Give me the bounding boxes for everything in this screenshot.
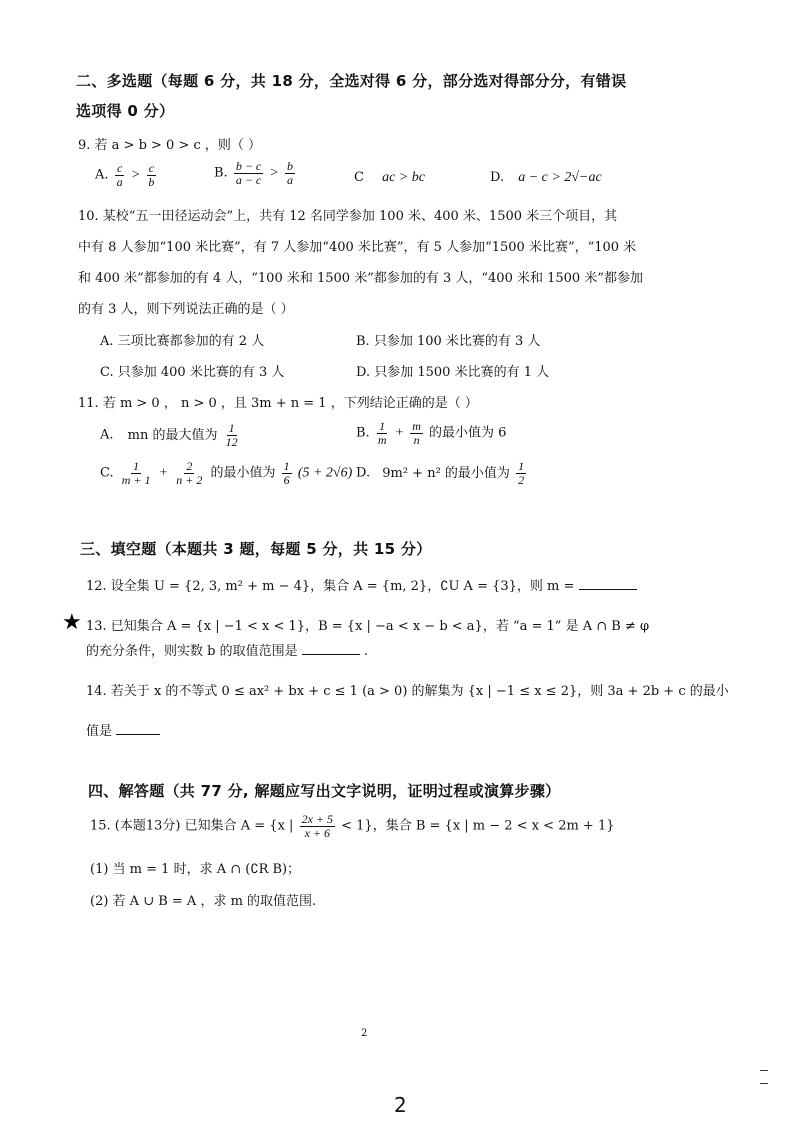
question-11-option-a: A. mn 的最大值为 $\frac{1}{12}$	[100, 421, 238, 449]
question-10-line4: 的有 3 人，则下列说法正确的是（ ）	[78, 302, 294, 317]
option-label: C.	[100, 465, 114, 481]
question-9-option-a: A. $\frac{c}{a}$ > $\frac{c}{b}$	[95, 161, 155, 189]
option-label: B.	[214, 165, 228, 181]
fraction: $\frac{1}{m + 1}$	[121, 459, 151, 487]
fraction: $\frac{b}{a}$	[287, 159, 293, 187]
fraction: $\frac{c}{b}$	[148, 161, 155, 189]
option-label: D.	[356, 465, 371, 481]
fraction: $\frac{c}{a}$	[116, 161, 123, 189]
option-label: B.	[356, 425, 370, 441]
question-10-option-a: A. 三项比赛都参加的有 2 人	[100, 334, 265, 349]
option-text: a − c > 2√−ac	[518, 170, 602, 185]
question-9-option-d	[490, 170, 602, 186]
question-11-option-b: B. $\frac{1}{m}$ + $\frac{m}{n}$ 的最小值为 6	[356, 419, 507, 447]
page-number: 2	[394, 1093, 407, 1117]
question-9-option-c	[354, 170, 425, 186]
fraction: $\frac{b - c}{a - c}$	[235, 159, 262, 187]
question-15-stem: 15. (本题13分) 已知集合 A = {x | $\frac{2x + 5}{x + 6}$ < 1}，集合 B = {x | m − 2 < x < 2m + 1}	[90, 812, 615, 840]
question-14-line1: 14. 若关于 x 的不等式 0 ≤ ax² + bx + c ≤ 1 (a > 0) 的解集为 {x | −1 ≤ x ≤ 2}，则 3a + 2b + c 的最小	[86, 684, 729, 699]
option-label: A.	[95, 167, 109, 183]
answer-blank[interactable]	[302, 642, 360, 655]
section-2-title-line2: 选项得 0 分）	[76, 102, 175, 120]
question-15-part1: (1) 当 m = 1 时，求 A ∩ (∁R B)；	[90, 862, 301, 877]
option-label: D.	[490, 170, 505, 185]
fraction: $\frac{1}{6}$	[283, 459, 290, 487]
fraction: $\frac{1}{2}$	[518, 459, 525, 487]
section-2-title-line1: 二、多选题（每题 6 分，共 18 分，全选对得 6 分，部分选对得部分分，有错误	[76, 72, 627, 90]
question-11-option-d: D. 9m² + n² 的最小值为 $\frac{1}{2}$	[356, 459, 525, 487]
question-14-line2: 值是	[86, 720, 160, 739]
section-3-title: 三、填空题（本题共 3 题，每题 5 分，共 15 分）	[80, 540, 432, 558]
question-10-option-c: C. 只参加 400 米比赛的有 3 人	[100, 365, 285, 380]
question-10-option-d: D. 只参加 1500 米比赛的有 1 人	[356, 365, 550, 380]
section-4-title: 四、解答题（共 77 分, 解题应写出文字说明，证明过程或演算步骤）	[88, 782, 561, 800]
question-10-line3: 和 400 米”都参加的有 4 人，“100 米和 1500 米”都参加的有 3 人，“400 米和 1500 米”都参加	[78, 271, 643, 286]
scan-mark	[760, 1070, 768, 1071]
fraction: $\frac{2x + 5}{x + 6}$	[301, 812, 333, 840]
question-12: 12. 设全集 U = {2, 3, m² + m − 4}，集合 A = {m, 2}，∁U A = {3}，则 m =	[86, 575, 637, 594]
question-11-stem: 11. 若 m > 0 ， n > 0 ，且 3m + n = 1 ，下列结论正确的是（ ）	[78, 396, 478, 411]
question-10-line2: 中有 8 人参加“100 米比赛”，有 7 人参加“400 米比赛”，有 5 人参加“1500 米比赛”，“100 米	[78, 240, 637, 255]
fraction: $\frac{1}{12}$	[225, 421, 238, 449]
question-10-option-b: B. 只参加 100 米比赛的有 3 人	[356, 334, 541, 349]
star-icon: ★	[62, 610, 82, 635]
option-label: A.	[100, 427, 114, 443]
answer-blank[interactable]	[116, 722, 160, 735]
question-13-line1: 13. 已知集合 A = {x | −1 < x < 1}，B = {x | −a < x − b < a}，若 “a = 1” 是 A ∩ B ≠ φ	[86, 619, 650, 634]
fraction: $\frac{m}{n}$	[412, 419, 421, 447]
fraction: $\frac{1}{m}$	[377, 419, 387, 447]
question-11-option-c: C. $\frac{1}{m + 1}$ + $\frac{2}{n + 2}$ 的最小值为 $\frac{1}{6}$ (5 + 2√6)	[100, 459, 353, 487]
answer-blank[interactable]	[579, 577, 637, 590]
question-10-line1: 10. 某校“五一田径运动会”上，共有 12 名同学参加 100 米、400 米、1500 米三个项目，其	[78, 209, 618, 224]
question-9-option-b: B. $\frac{b - c}{a - c}$ > $\frac{b}{a}$	[214, 159, 293, 187]
scan-mark	[760, 1083, 768, 1084]
option-text: ac > bc	[382, 170, 425, 185]
option-label: C	[354, 170, 364, 185]
fraction: $\frac{2}{n + 2}$	[176, 459, 203, 487]
question-9-stem: 9. 若 a > b > 0 > c ，则（ ）	[78, 138, 262, 153]
question-13-line2: 的充分条件，则实数 b 的取值范围是 .	[86, 644, 369, 659]
question-15-part2: (2) 若 A ∪ B = A ，求 m 的取值范围.	[90, 894, 317, 909]
page-number-small: 2	[361, 1028, 368, 1039]
